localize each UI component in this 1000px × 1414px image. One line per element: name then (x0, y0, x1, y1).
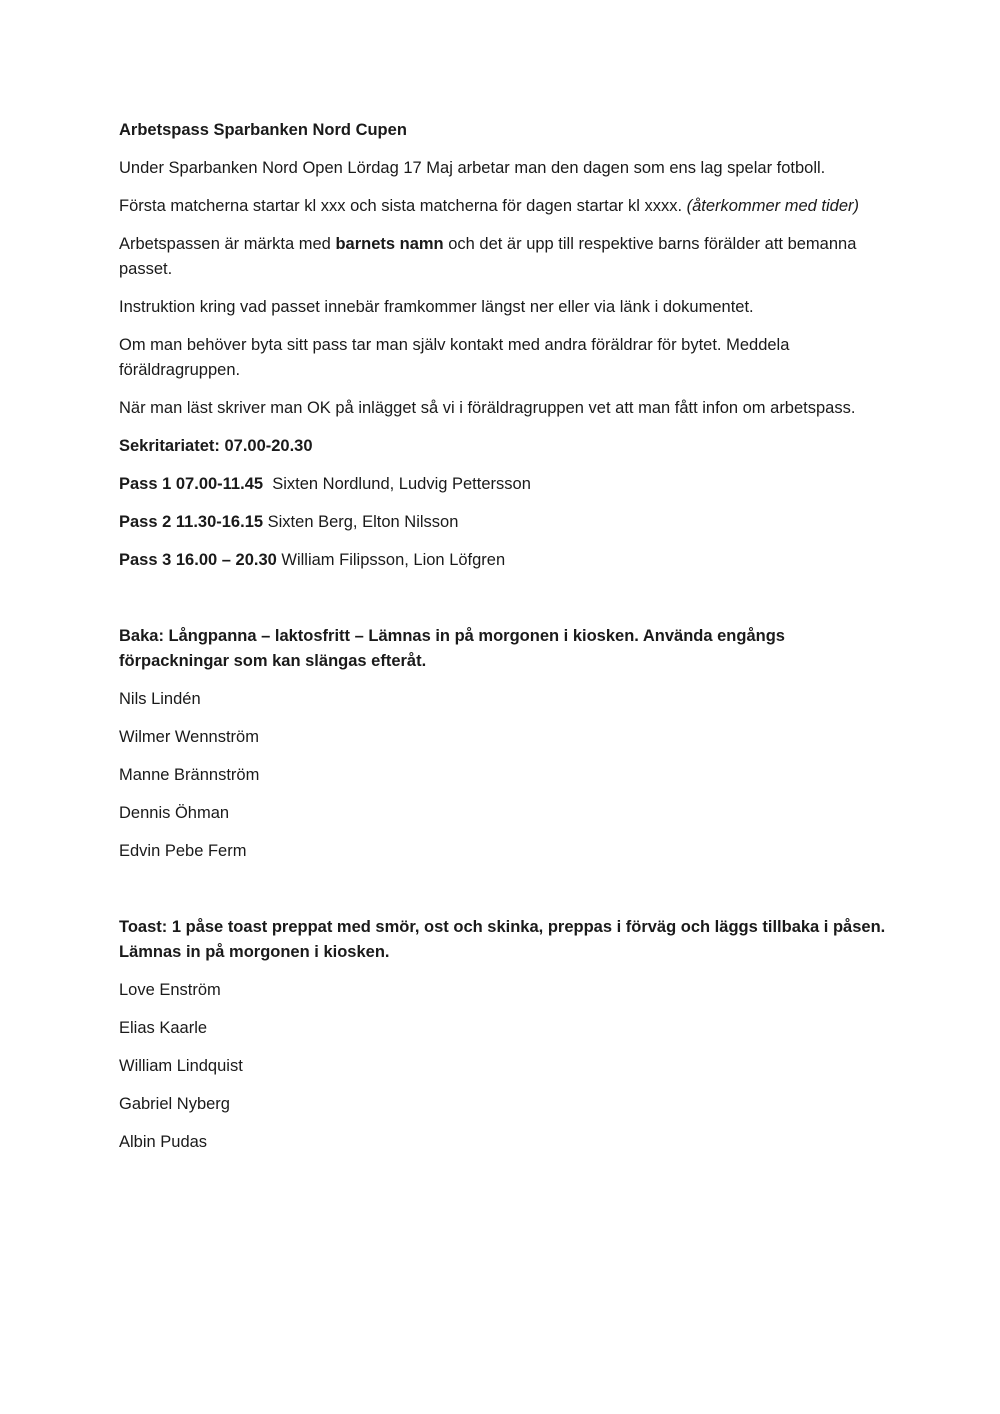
pass-names: Sixten Nordlund, Ludvig Pettersson (263, 475, 531, 493)
intro-paragraph-2 (119, 194, 889, 219)
document-title: Arbetspass Sparbanken Nord Cupen (119, 121, 407, 139)
baka-heading: Baka: Långpanna – laktosfritt – Lämnas in på morgonen i kiosken. Använda engångs förpackningar som kan slängas efteråt. (119, 627, 785, 670)
list-item: William Lindquist (119, 1057, 243, 1075)
list-item: Edvin Pebe Ferm (119, 842, 247, 860)
intro-paragraph-3-bold: barnets namn (335, 235, 444, 253)
intro-paragraph-5: Om man behöver byta sitt pass tar man själv kontakt med andra föräldrar för bytet. Meddela föräldragruppen. (119, 336, 790, 379)
intro-paragraph-6: När man läst skriver man OK på inlägget så vi i föräldragruppen vet att man fått infon om arbetspass. (119, 399, 856, 417)
section-spacer (119, 586, 889, 624)
pass-names: William Filipsson, Lion Löfgren (276, 551, 506, 569)
sekretariat-heading: Sekritariatet: 07.00-20.30 (119, 437, 313, 455)
list-item: Gabriel Nyberg (119, 1095, 230, 1113)
section-spacer (119, 877, 889, 915)
list-item: Dennis Öhman (119, 804, 230, 822)
pass-row (119, 472, 889, 497)
list-item: Nils Lindén (119, 690, 201, 708)
pass-row (119, 510, 889, 535)
document-page (119, 118, 889, 1168)
intro-paragraph-3 (119, 232, 889, 282)
toast-heading: Toast: 1 påse toast preppat med smör, ost och skinka, preppas i förväg och läggs tillbaka i påsen. Lämnas in på morgonen i kiosken. (119, 918, 886, 961)
intro-paragraph-4: Instruktion kring vad passet innebär framkommer längst ner eller via länk i dokumentet. (119, 298, 754, 316)
pass-label: Pass 1 07.00-11.45 (119, 475, 264, 493)
list-item: Albin Pudas (119, 1133, 208, 1151)
list-item: Manne Brännström (119, 766, 260, 784)
intro-paragraph-1: Under Sparbanken Nord Open Lördag 17 Maj arbetar man den dagen som ens lag spelar fotboll. (119, 159, 826, 177)
pass-label: Pass 2 11.30-16.15 (119, 513, 264, 531)
list-item: Wilmer Wennström (119, 728, 259, 746)
list-item: Love Enström (119, 981, 221, 999)
pass-label: Pass 3 16.00 – 20.30 (119, 551, 277, 569)
intro-paragraph-3-before: Arbetspassen är märkta med (119, 235, 336, 253)
pass-names: Sixten Berg, Elton Nilsson (263, 513, 459, 531)
list-item: Elias Kaarle (119, 1019, 208, 1037)
intro-paragraph-2-text: Första matcherna startar kl xxx och sista matcherna för dagen startar kl xxxx. (119, 197, 687, 215)
intro-paragraph-2-note: (återkommer med tider) (686, 197, 859, 215)
pass-row (119, 548, 889, 573)
intro-paragraph-3-after: och det är upp till respektive barns förälder att bemanna passet. (119, 235, 857, 278)
